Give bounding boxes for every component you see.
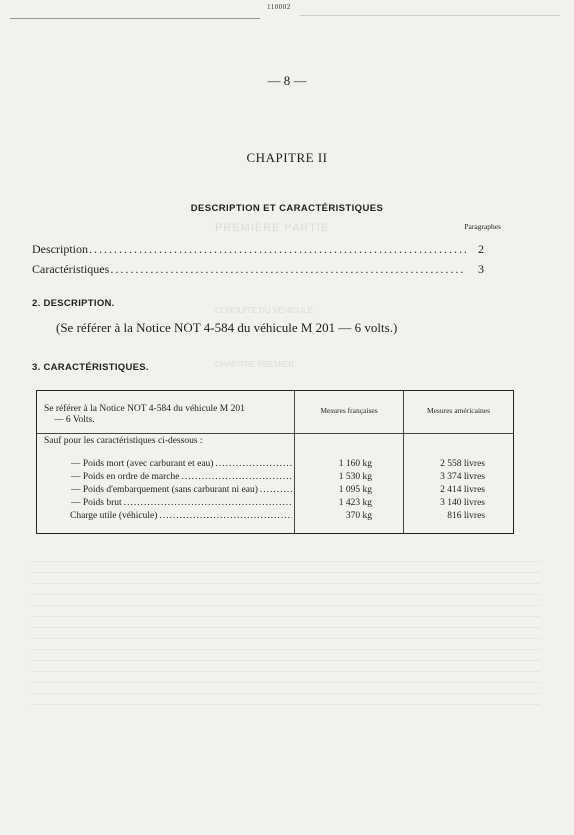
chapter-title: CHAPITRE II <box>246 150 328 165</box>
toc-label: Description <box>32 242 88 256</box>
row-label-wrap <box>71 498 293 508</box>
bleed-through-paragraph <box>30 555 540 715</box>
value-livres: 3 140 livres <box>440 498 485 508</box>
table-row <box>37 485 513 497</box>
table-intro <box>44 404 294 426</box>
column-header-american-units: Mesures américaines <box>426 406 491 415</box>
table-row <box>37 498 513 510</box>
row-label: — Poids mort (avec carburant et eau) <box>71 459 214 469</box>
row-label: Charge utile (véhicule) <box>70 511 158 521</box>
value-livres: 2 558 livres <box>440 459 485 469</box>
column-header-french-units: Mesures françaises <box>320 406 378 415</box>
row-label: — Poids brut <box>71 498 122 508</box>
toc-paragraph-number: 2 <box>478 242 484 256</box>
bleed-through-text: CHAPITRE PREMIER <box>215 360 295 369</box>
dot-leader <box>181 472 293 482</box>
toc-label: Caractéristiques <box>32 262 110 276</box>
value-livres: 3 374 livres <box>440 472 485 482</box>
header-divider <box>37 433 513 434</box>
table-row <box>37 472 513 484</box>
value-livres: 2 414 livres <box>440 485 485 495</box>
row-label-wrap <box>71 485 293 495</box>
toc-entry-caracteristiques <box>32 262 484 277</box>
description-text: (Se référer à la Notice NOT 4-584 du véhicule M 201 — 6 volts.) <box>56 320 398 335</box>
value-livres: 816 livres <box>447 511 485 521</box>
dot-leader <box>89 242 466 257</box>
value-kg: 1 095 kg <box>338 485 372 495</box>
scan-header-code: 110002 <box>267 3 291 11</box>
value-kg: 1 530 kg <box>338 472 372 482</box>
row-label-wrap <box>70 511 292 521</box>
bleed-through-text: PREMIÈRE PARTIE <box>215 222 330 234</box>
table-intro-line: Se référer à la Notice NOT 4-584 du véhicule M 201 <box>44 404 245 414</box>
table-row <box>37 511 513 523</box>
dot-leader <box>215 459 293 469</box>
value-kg: 1 423 kg <box>338 498 372 508</box>
dot-leader <box>260 485 293 495</box>
specifications-table <box>36 390 514 534</box>
dot-leader <box>124 498 293 508</box>
description-heading: 2. DESCRIPTION. <box>32 298 115 309</box>
toc-entry-description <box>32 242 484 257</box>
bleed-through-text: CONDUITE DU VÉHICULE <box>215 306 313 315</box>
value-kg: 370 kg <box>345 511 372 521</box>
page-number: — 8 — <box>267 73 307 88</box>
dot-leader <box>110 262 466 277</box>
scan-artifact-line <box>10 18 260 19</box>
table-intro-line: — 6 Volts. <box>54 415 95 425</box>
table-row <box>37 459 513 471</box>
row-label-wrap <box>71 459 293 469</box>
toc-paragraph-number: 3 <box>478 262 484 276</box>
scan-artifact-line <box>300 15 560 16</box>
row-label: — Poids d'embarquement (sans carburant ni eau) <box>71 485 258 495</box>
paragraphs-column-header: Paragraphes <box>464 222 501 231</box>
table-exception-note: Sauf pour les caractéristiques ci-dessous : <box>44 436 203 446</box>
row-label-wrap <box>71 472 293 482</box>
caracteristiques-heading: 3. CARACTÉRISTIQUES. <box>32 362 149 373</box>
value-kg: 1 160 kg <box>338 459 372 469</box>
dot-leader <box>159 511 292 521</box>
row-label: — Poids en ordre de marche <box>71 472 180 482</box>
section-title: DESCRIPTION ET CARACTÉRISTIQUES <box>190 203 384 214</box>
